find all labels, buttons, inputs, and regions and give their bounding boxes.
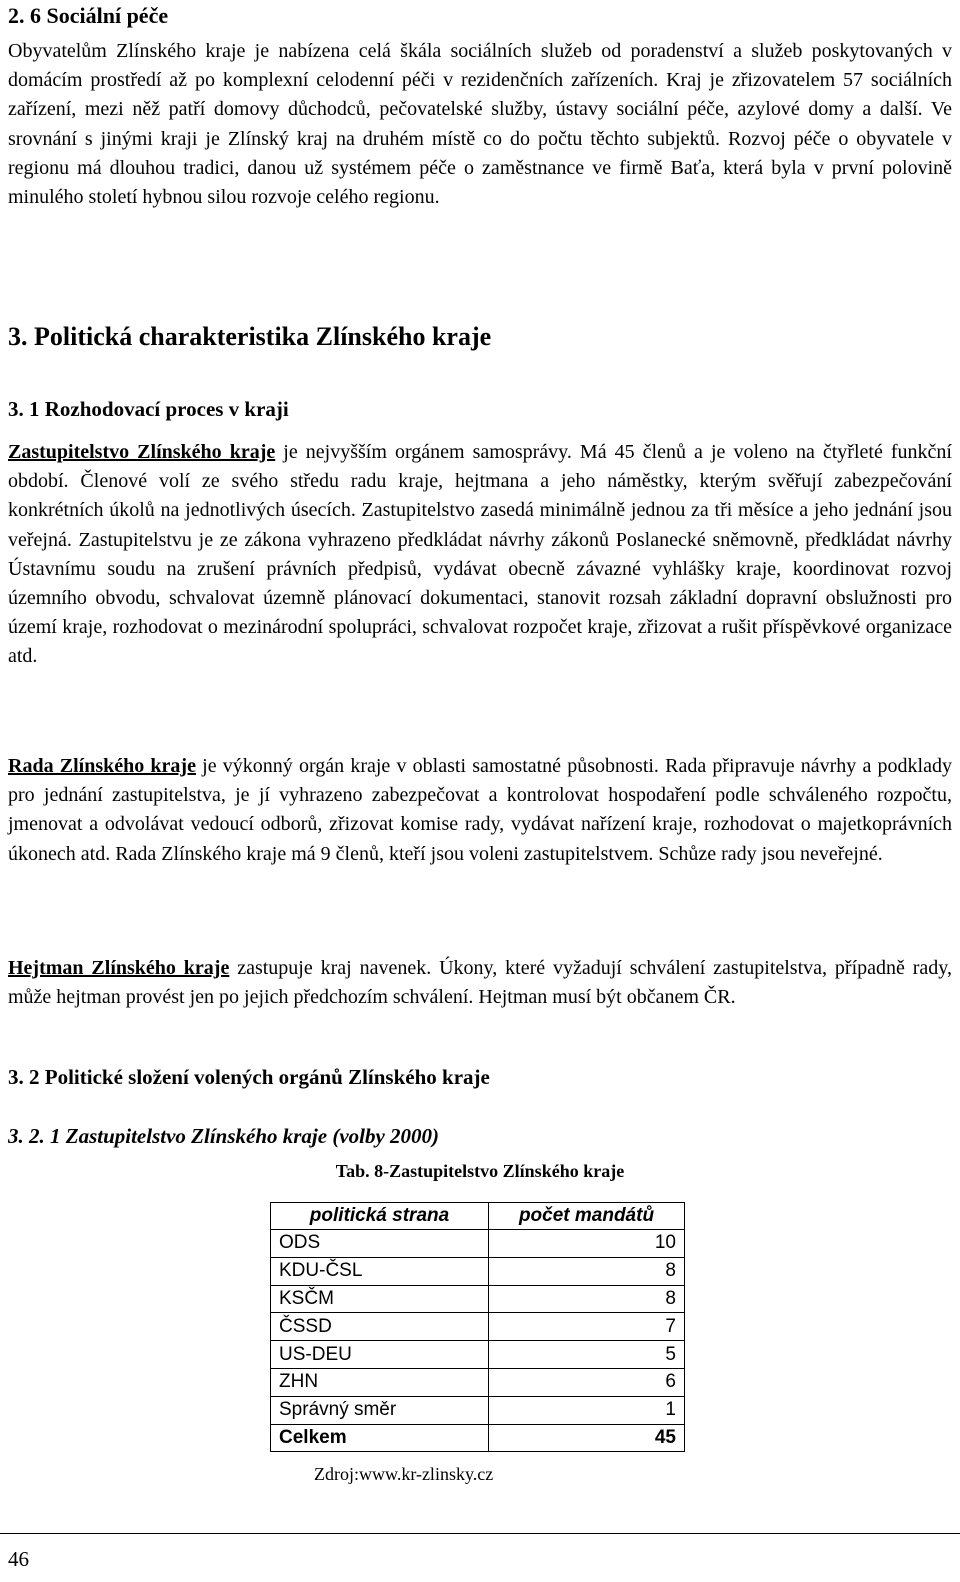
seats-cell: 6	[489, 1368, 685, 1396]
table-total-row	[271, 1424, 685, 1452]
total-label-cell: Celkem	[271, 1424, 489, 1452]
column-header-party: politická strana	[271, 1203, 489, 1230]
party-cell: US-DEU	[271, 1341, 489, 1369]
table-row	[271, 1341, 685, 1369]
chapter-title-political: 3. Politická charakteristika Zlínského kraje	[8, 322, 492, 351]
paragraph-council	[8, 438, 952, 672]
term-governor: Hejtman Zlínského kraje	[8, 957, 230, 979]
section-title-composition: 3. 2 Politické složení volených orgánů Zlínského kraje	[8, 1065, 490, 1089]
table-row	[271, 1368, 685, 1396]
table-row	[271, 1230, 685, 1258]
term-board: Rada Zlínského kraje	[8, 755, 196, 777]
page-number: 46	[8, 1547, 29, 1571]
governor-description: zastupuje kraj navenek. Úkony, které vyžadují schválení zastupitelstva, případně rady, může hejtman provést jen po jejich předchozím schválení. Hejtman musí být občanem ČR.	[8, 957, 952, 1009]
section-title-decision-process: 3. 1 Rozhodovací proces v kraji	[8, 397, 289, 421]
party-cell: KDU-ČSL	[271, 1257, 489, 1285]
seats-cell: 1	[489, 1396, 685, 1424]
seats-table	[270, 1202, 685, 1452]
party-cell: ZHN	[271, 1368, 489, 1396]
footer-divider	[0, 1533, 960, 1534]
table-caption: Tab. 8-Zastupitelstvo Zlínského kraje	[335, 1161, 625, 1181]
table-row	[271, 1257, 685, 1285]
board-description: je výkonný orgán kraje v oblasti samostatné působnosti. Rada připravuje návrhy a podklady pro jednání zastupitelstva, je jí vyhrazeno zabezpečovat a kontrolovat hospodaření podle schváleného rozpočtu, jmenovat a odvolávat vedoucí odborů, zřizovat komise rady, vydávat nařízení kraje, rozhodovat o majetkoprávních úkonech atd. Rada Zlínského kraje má 9 členů, kteří jsou voleni zastupitelstvem. Schůze rady jsou neveřejné.	[8, 755, 952, 865]
table-header-row	[271, 1203, 685, 1230]
table-row	[271, 1313, 685, 1341]
table-source: Zdroj:www.kr-zlinsky.cz	[314, 1464, 494, 1484]
column-header-seats: počet mandátů	[489, 1203, 685, 1230]
party-cell: KSČM	[271, 1285, 489, 1313]
paragraph-board	[8, 752, 952, 869]
table-row	[271, 1285, 685, 1313]
seats-cell: 7	[489, 1313, 685, 1341]
seats-cell: 5	[489, 1341, 685, 1369]
party-cell: ČSSD	[271, 1313, 489, 1341]
council-description: je nejvyšším orgánem samosprávy. Má 45 členů a je voleno na čtyřleté funkční období. Členové volí ze svého středu radu kraje, hejtmana a jeho náměstky, kterým svěřují zabezpečování konkrétních úkolů na jednotlivých úsecích. Zastupitelstvo zasedá minimálně jednou za tři měsíce a jeho jednání jsou veřejná. Zastupitelstvu je ze zákona vyhrazeno předkládat návrhy zákonů Poslanecké sněmovně, předkládat návrhy Ústavnímu soudu na zrušení právních předpisů, vydávat obecně závazné vyhlášky kraje, koordinovat rozvoj územního obvodu, schvalovat územně plánovací dokumentaci, stanovit rozsah základní dopravní obslužnosti pro území kraje, rozhodovat o mezinárodní spolupráci, schvalovat rozpočet kraje, zřizovat a rušit příspěvkové organizace atd.	[8, 441, 952, 668]
subsection-title-assembly: 3. 2. 1 Zastupitelstvo Zlínského kraje (volby 2000)	[8, 1124, 440, 1148]
seats-cell: 8	[489, 1257, 685, 1285]
party-cell: Správný směr	[271, 1396, 489, 1424]
seats-cell: 10	[489, 1230, 685, 1258]
paragraph-social-care: Obyvatelům Zlínského kraje je nabízena celá škála sociálních služeb od poradenství a služeb poskytovaných v domácím prostředí až po komplexní celodenní péči v rezidenčních zařízeních. Kraj je zřizovatelem 57 sociálních zařízení, mezi něž patří domovy důchodců, pečovatelské služby, ústavy sociální péče, azylové domy a další. Ve srovnání s jinými kraji je Zlínský kraj na druhém místě co do počtu těchto subjektů. Rozvoj péče o obyvatele v regionu má dlouhou tradici, danou už systémem péče o zaměstnance ve firmě Baťa, která byla v první polovině minulého století hybnou silou rozvoje celého regionu.	[8, 40, 952, 209]
seats-cell: 8	[489, 1285, 685, 1313]
total-value-cell: 45	[489, 1424, 685, 1452]
table-row	[271, 1396, 685, 1424]
party-cell: ODS	[271, 1230, 489, 1258]
section-title-social-care: 2. 6 Sociální péče	[8, 3, 169, 28]
term-council: Zastupitelstvo Zlínského kraje	[8, 441, 276, 463]
paragraph-governor	[8, 954, 952, 1012]
